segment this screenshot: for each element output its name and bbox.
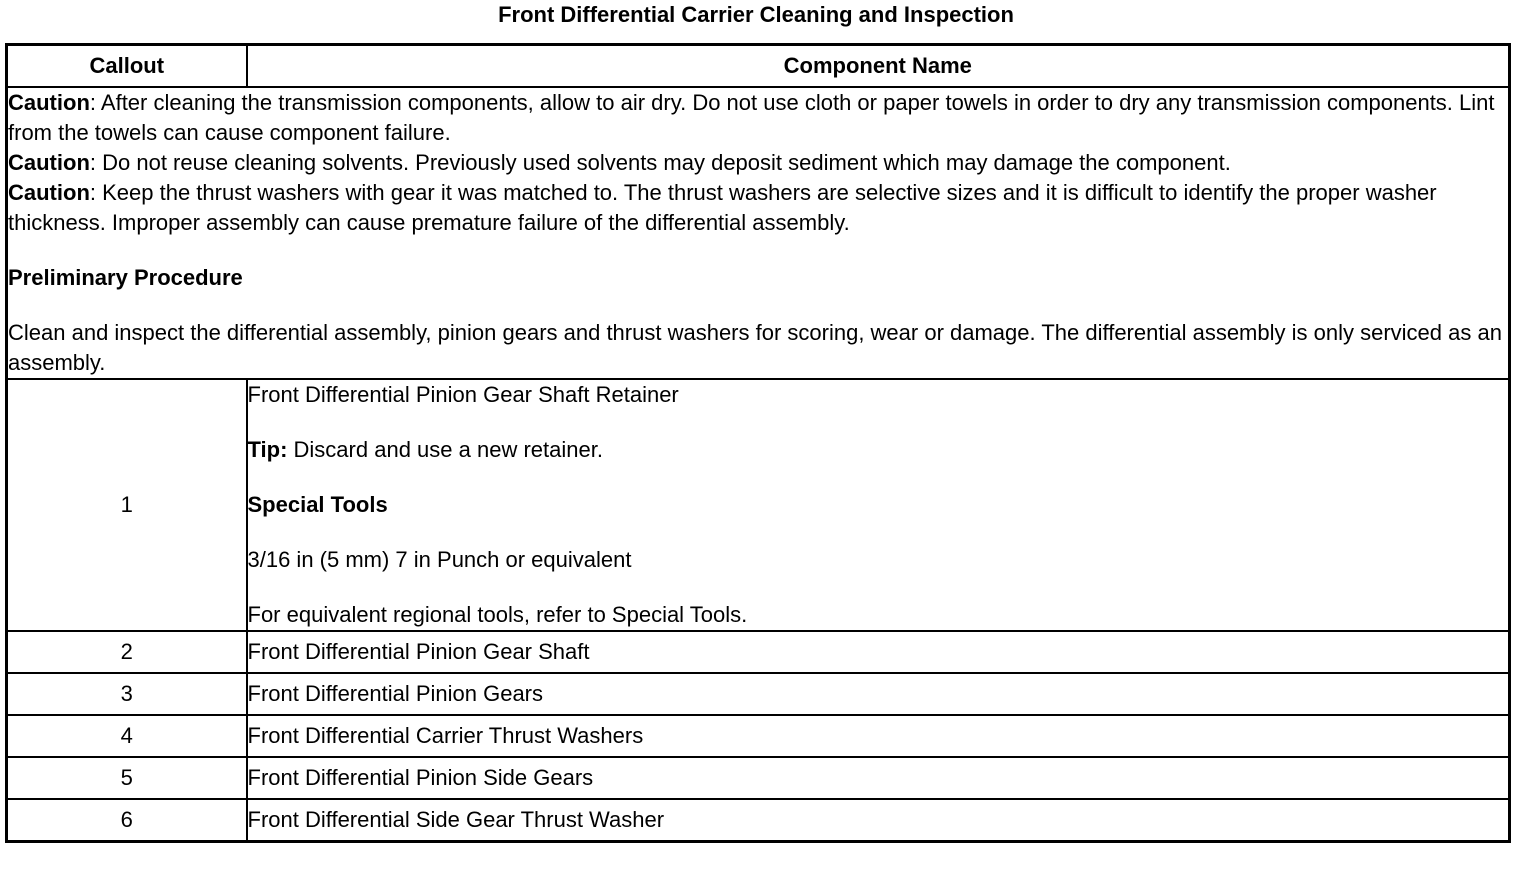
tip-note	[248, 435, 1509, 465]
component-name: Front Differential Pinion Gear Shaft	[247, 631, 1510, 673]
caution-text: : Do not reuse cleaning solvents. Previously used solvents may deposit sediment which may damage the component.	[89, 150, 1231, 175]
preliminary-procedure-title: Preliminary Procedure	[8, 265, 243, 290]
caution-label: Caution	[8, 180, 90, 205]
caution-note	[8, 178, 1508, 238]
caution-text: : After cleaning the transmission components, allow to air dry. Do not use cloth or paper towels in order to dry any transmission components. Lint from the towels can cause component failure.	[8, 90, 1495, 145]
callout-number: 1	[7, 379, 247, 631]
caution-note	[8, 88, 1508, 148]
table-header-row	[7, 45, 1510, 88]
preliminary-procedure-text: Clean and inspect the differential assembly, pinion gears and thrust washers for scoring, wear or damage. The differential assembly is only serviced as an assembly.	[8, 320, 1502, 375]
table-row	[7, 715, 1510, 757]
component-name: Front Differential Pinion Side Gears	[247, 757, 1510, 799]
component-name: Front Differential Carrier Thrust Washers	[247, 715, 1510, 757]
callout-number: 2	[7, 631, 247, 673]
component-name: Front Differential Pinion Gear Shaft Retainer	[247, 382, 679, 407]
notes-cell	[7, 87, 1510, 379]
header-component-name: Component Name	[247, 45, 1510, 88]
page-title: Front Differential Carrier Cleaning and Inspection	[498, 2, 1014, 27]
caution-label: Caution	[8, 150, 90, 175]
tip-label: Tip:	[247, 437, 288, 462]
table-row	[7, 757, 1510, 799]
table-row	[7, 673, 1510, 715]
regional-tools-note: For equivalent regional tools, refer to Special Tools.	[247, 602, 748, 627]
callout-number: 3	[7, 673, 247, 715]
table-row	[7, 379, 1510, 631]
notes-row	[7, 87, 1510, 379]
tip-text: Discard and use a new retainer.	[287, 437, 603, 462]
header-callout: Callout	[7, 45, 247, 88]
component-cell	[247, 379, 1510, 631]
special-tool-item: 3/16 in (5 mm) 7 in Punch or equivalent	[247, 547, 632, 572]
component-table	[5, 43, 1511, 843]
caution-label: Caution	[8, 90, 90, 115]
component-name: Front Differential Side Gear Thrust Washer	[247, 799, 1510, 842]
callout-number: 4	[7, 715, 247, 757]
callout-number: 6	[7, 799, 247, 842]
component-name: Front Differential Pinion Gears	[247, 673, 1510, 715]
table-row	[7, 799, 1510, 842]
callout-number: 5	[7, 757, 247, 799]
table-row	[7, 631, 1510, 673]
caution-note	[8, 148, 1508, 178]
special-tools-title: Special Tools	[247, 492, 388, 517]
caution-text: : Keep the thrust washers with gear it was matched to. The thrust washers are selective sizes and it is difficult to identify the proper washer thickness. Improper assembly can cause premature failure of the differential assembly.	[8, 180, 1437, 235]
